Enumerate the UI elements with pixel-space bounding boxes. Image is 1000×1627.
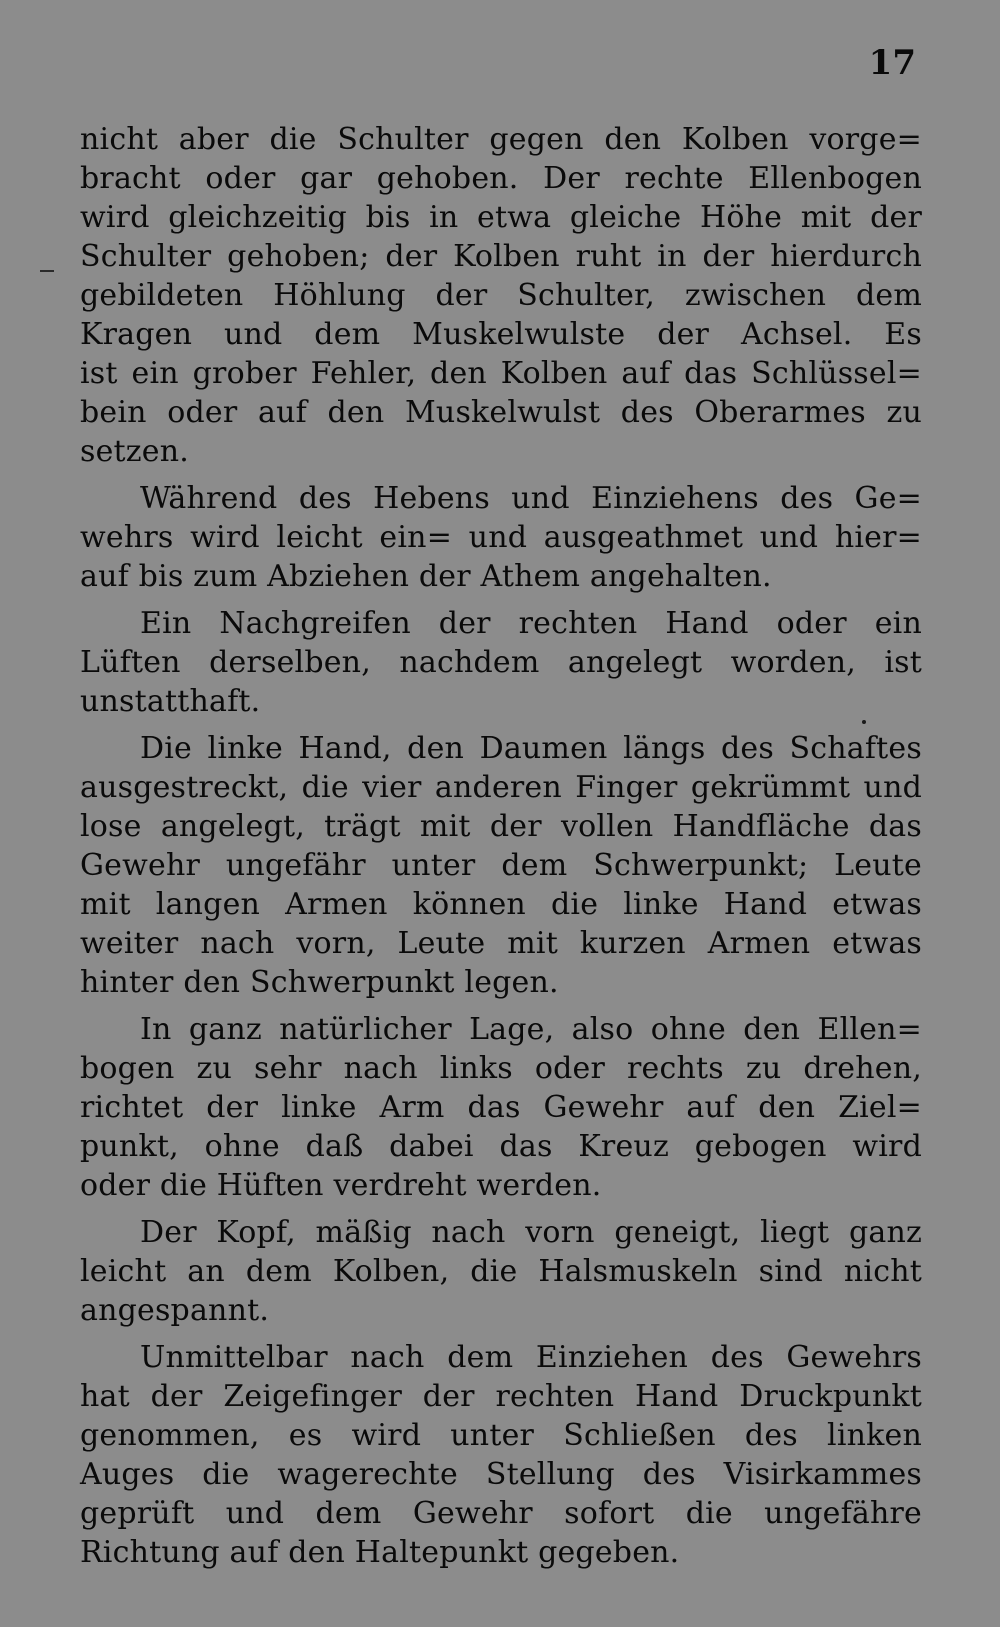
text-line: weiter nach vorn, Leute mit kurzen Armen etwas xyxy=(80,926,922,961)
text-line: wird gleichzeitig bis in etwa gleiche Höhe mit der xyxy=(80,200,922,235)
paragraph xyxy=(80,1010,922,1205)
text-line: Lüften derselben, nachdem angelegt worden, ist xyxy=(80,645,922,680)
text-line: ist ein grober Fehler, den Kolben auf das Schlüssel= xyxy=(80,356,922,391)
text-line: Ein Nachgreifen der rechten Hand oder ein xyxy=(140,606,922,641)
text-line: Unmittelbar nach dem Einziehen des Gewehrs xyxy=(140,1340,922,1375)
paragraph xyxy=(80,729,922,1002)
paragraph xyxy=(80,479,922,596)
text-line: bracht oder gar gehoben. Der rechte Ellenbogen xyxy=(80,161,922,196)
text-line: hinter den Schwerpunkt legen. xyxy=(80,965,559,1000)
text-line: genommen, es wird unter Schließen des linken xyxy=(80,1418,922,1453)
paragraph xyxy=(80,604,922,721)
text-line: bein oder auf den Muskelwulst des Oberarmes zu xyxy=(80,395,922,430)
text-line: auf bis zum Abziehen der Athem angehalten. xyxy=(80,559,772,594)
text-line: punkt, ohne daß dabei das Kreuz gebogen wird xyxy=(80,1129,922,1164)
text-line: oder die Hüften verdreht werden. xyxy=(80,1168,602,1203)
text-line: In ganz natürlicher Lage, also ohne den Ellen= xyxy=(140,1012,922,1047)
text-line: geprüft und dem Gewehr sofort die ungefähre xyxy=(80,1496,922,1531)
text-line: gebildeten Höhlung der Schulter, zwischen dem xyxy=(80,278,922,313)
text-line: nicht aber die Schulter gegen den Kolben vorge= xyxy=(80,122,922,157)
text-line: Gewehr ungefähr unter dem Schwerpunkt; Leute xyxy=(80,848,922,883)
body-text xyxy=(80,120,922,1580)
text-line: bogen zu sehr nach links oder rechts zu drehen, xyxy=(80,1051,922,1086)
text-line: Die linke Hand, den Daumen längs des Schaftes xyxy=(140,731,922,766)
text-line: Kragen und dem Muskelwulste der Achsel. Es xyxy=(80,317,922,352)
paragraph xyxy=(80,120,922,471)
text-line: angespannt. xyxy=(80,1293,270,1328)
text-line: Richtung auf den Haltepunkt gegeben. xyxy=(80,1535,680,1570)
text-line: mit langen Armen können die linke Hand etwas xyxy=(80,887,922,922)
text-line: setzen. xyxy=(80,434,190,469)
text-line: lose angelegt, trägt mit der vollen Handfläche das xyxy=(80,809,922,844)
text-line: unstatthaft. xyxy=(80,684,261,719)
text-line: Schulter gehoben; der Kolben ruht in der hierdurch xyxy=(80,239,922,274)
margin-mark xyxy=(40,270,54,272)
text-line: richtet der linke Arm das Gewehr auf den Ziel= xyxy=(80,1090,922,1125)
text-line: ausgestreckt, die vier anderen Finger gekrümmt und xyxy=(80,770,922,805)
paragraph xyxy=(80,1213,922,1330)
text-line: Während des Hebens und Einziehens des Ge= xyxy=(140,481,922,516)
text-line: hat der Zeigefinger der rechten Hand Druckpunkt xyxy=(80,1379,922,1414)
text-line: Auges die wagerechte Stellung des Visirkammes xyxy=(80,1457,922,1492)
paragraph xyxy=(80,1338,922,1572)
text-line: wehrs wird leicht ein= und ausgeathmet und hier= xyxy=(80,520,922,555)
text-line: Der Kopf, mäßig nach vorn geneigt, liegt ganz xyxy=(140,1215,922,1250)
page-number: 17 xyxy=(868,43,916,83)
text-line: leicht an dem Kolben, die Halsmuskeln sind nicht xyxy=(80,1254,922,1289)
